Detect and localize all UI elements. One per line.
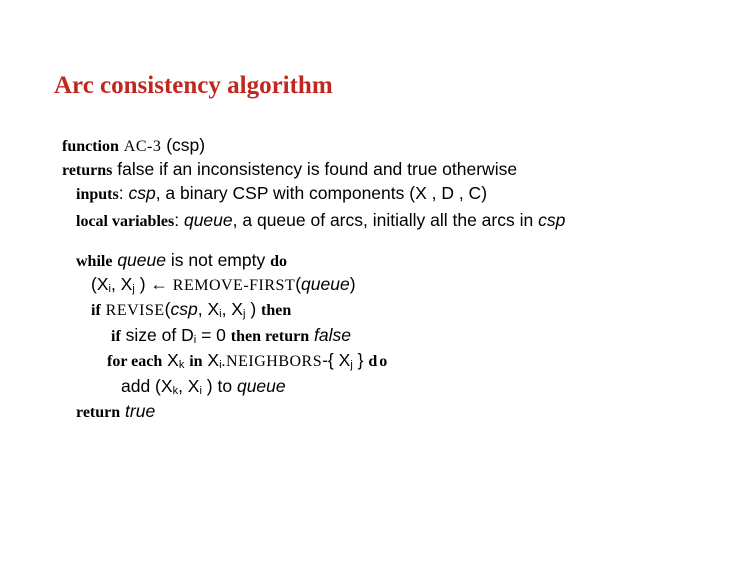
text: X [167, 350, 179, 370]
subscript: j [350, 359, 353, 371]
returns-text: false if an inconsistency is found and true otherwise [117, 159, 518, 179]
text: , X [197, 299, 220, 319]
keyword: while [76, 253, 113, 270]
variable: csp [538, 210, 566, 230]
keyword: in [189, 353, 203, 370]
text: , X [178, 376, 200, 396]
text: -{ X [322, 350, 351, 370]
function-name: .NEIGHBORS [221, 353, 323, 370]
variable: queue [183, 210, 233, 230]
text: ) [250, 299, 257, 319]
variable: queue [236, 376, 286, 396]
text: add (X [121, 376, 173, 396]
inputs-text: , a binary CSP with components (X , D , C) [155, 183, 488, 203]
text: = 0 [201, 325, 226, 345]
variable: csp [170, 299, 198, 319]
keyword: do [368, 353, 390, 370]
function-name: REMOVE-FIRST [172, 277, 296, 294]
subscript: j [242, 308, 246, 320]
text: (X [91, 274, 109, 294]
separator: : [118, 183, 124, 203]
keyword: then return [230, 328, 310, 345]
subscript: i [219, 359, 222, 371]
code-line-return [76, 400, 155, 424]
function-name: AC-3 [123, 138, 162, 155]
keyword: then [261, 302, 292, 319]
function-name: REVISE [105, 302, 165, 319]
slide-title: Arc consistency algorithm [54, 72, 333, 99]
variable: queue [301, 274, 350, 294]
value: true [125, 401, 156, 421]
text: X [207, 350, 220, 370]
function-args: (csp) [166, 135, 206, 155]
subscript: i [199, 385, 202, 397]
paren: ( [164, 299, 171, 319]
subscript: k [178, 359, 185, 371]
variable: queue [117, 250, 166, 270]
code-line-inputs [76, 182, 487, 206]
local-variables-text: , a queue of arcs, initially all the arcs in [232, 210, 534, 230]
keyword: do [270, 253, 288, 270]
code-line-remove-first [91, 273, 356, 300]
text: ) ← [139, 274, 168, 294]
paren: ( [295, 274, 302, 294]
code-line-local-variables [76, 209, 565, 233]
text: ) to [206, 376, 233, 396]
code-line-add [121, 375, 286, 402]
subscript: i [219, 308, 222, 320]
text: , X [110, 274, 133, 294]
value: false [314, 325, 351, 345]
code-line-for-each [107, 349, 389, 376]
subscript: j [132, 283, 135, 295]
subscript: i [108, 283, 111, 295]
separator: : [174, 210, 180, 230]
text: size of D [125, 325, 194, 345]
keyword: for each [107, 353, 163, 370]
text: } [357, 350, 364, 370]
keyword: returns [62, 162, 113, 179]
keyword: function [62, 138, 119, 155]
keyword: local variables [76, 213, 175, 230]
paren: ) [349, 274, 356, 294]
keyword: if [91, 302, 101, 319]
keyword: return [76, 404, 121, 421]
code-line-if-revise [91, 298, 291, 325]
keyword: if [111, 328, 121, 345]
keyword: inputs [76, 186, 119, 203]
variable: csp [128, 183, 156, 203]
code-line-returns [62, 158, 517, 182]
code-line-function [62, 134, 205, 158]
subscript: i [193, 334, 197, 346]
code-line-if-size [111, 324, 351, 351]
subscript: k [172, 385, 179, 397]
text: , X [221, 299, 243, 319]
while-text: is not empty [170, 250, 266, 270]
code-line-while [76, 249, 287, 273]
